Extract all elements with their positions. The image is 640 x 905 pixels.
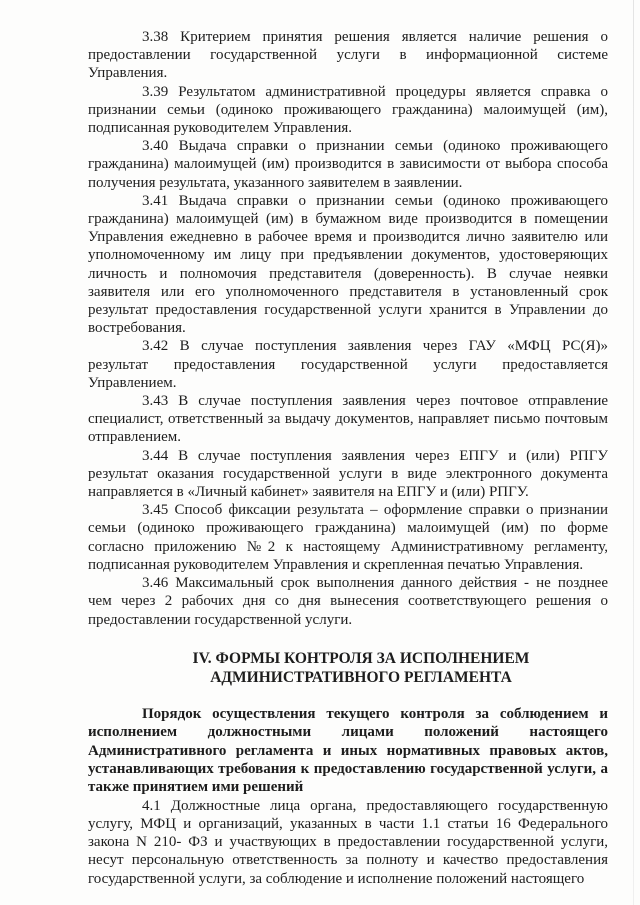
paragraph-3-44: 3.44 В случае поступления заявления через ЕПГУ и (или) РПГУ результат оказания государственной услуги в виде электронного документа направляется в «Личный кабинет» заявителя на ЕПГУ и (или) РПГУ.	[88, 447, 608, 501]
paragraph-3-41: 3.41 Выдача справки о признании семьи (одиноко проживающего гражданина) малоимущей (им) в бумажном виде производится в помещении Управления ежедневно в рабочее время и производится лично заявителю или уполномоченному им лицу при предъявлении документов, удостоверяющих личность и полномочия представителя (доверенность). В случае неявки заявителя или его уполномоченного представителя в установленный срок результат предоставления государственной услуги хранится в Управлении до востребования.	[88, 192, 608, 337]
paragraph-4-1: 4.1 Должностные лица органа, предоставляющего государственную услугу, МФЦ и организаций, указанных в части 1.1 статьи 16 Федерального закона N 210- ФЗ и участвующих в предоставлении государственной услуги, несут персональную ответственность за полноту и качество предоставления государственной услуги, за соблюдение и исполнение положений настоящего	[88, 797, 608, 887]
section-heading	[88, 649, 608, 687]
paragraph-3-38: 3.38 Критерием принятия решения является наличие решения о предоставлении государственной услуги в информационной системе Управления.	[88, 29, 608, 82]
sub-heading: Порядок осуществления текущего контроля за соблюдением и исполнением должностными лицами положений настоящего Административного регламента и иных нормативных правовых актов, устанавливающих требования к предоставлению государственной услуги, а также принятием ими решений	[88, 705, 608, 796]
paragraph-3-40: 3.40 Выдача справки о признании семьи (одиноко проживающего гражданина) малоимущей (им) производится в зависимости от выбора способа получения результата, указанного заявителем в заявлении.	[88, 138, 608, 191]
paragraph-3-45: 3.45 Способ фиксации результата – оформление справки о признании семьи (одиноко проживающего гражданина) малоимущей (им) по форме согласно приложению №2 к настоящему Административному регламенту, подписанная руководителем Управления и скрепленная печатью Управления.	[88, 502, 608, 573]
paragraph-3-46: 3.46 Максимальный срок выполнения данного действия - не позднее чем через 2 рабочих дня со дня вынесения соответствующего решения о предоставлении государственной услуги.	[88, 575, 608, 628]
section-heading-line-2: АДМИНИСТРАТИВНОГО РЕГЛАМЕНТА	[210, 668, 512, 686]
paragraph-3-43: 3.43 В случае поступления заявления через почтовое отправление специалист, ответственный за выдачу документов, направляет письмо почтовым отправлением.	[88, 393, 608, 446]
section-heading-line-1: IV. ФОРМЫ КОНТРОЛЯ ЗА ИСПОЛНЕНИЕМ	[192, 649, 530, 667]
paragraph-3-39: 3.39 Результатом административной процедуры является справка о признании семьи (одиноко проживающего гражданина) малоимущей (им), подписанная руководителем Управления.	[88, 83, 608, 137]
document-body	[88, 28, 608, 888]
paragraph-3-42: 3.42 В случае поступления заявления через ГАУ «МФЦ РС(Я)» результат предоставления государственной услуги предоставляется Управлением.	[88, 338, 608, 391]
scan-edge-line	[633, 0, 634, 905]
